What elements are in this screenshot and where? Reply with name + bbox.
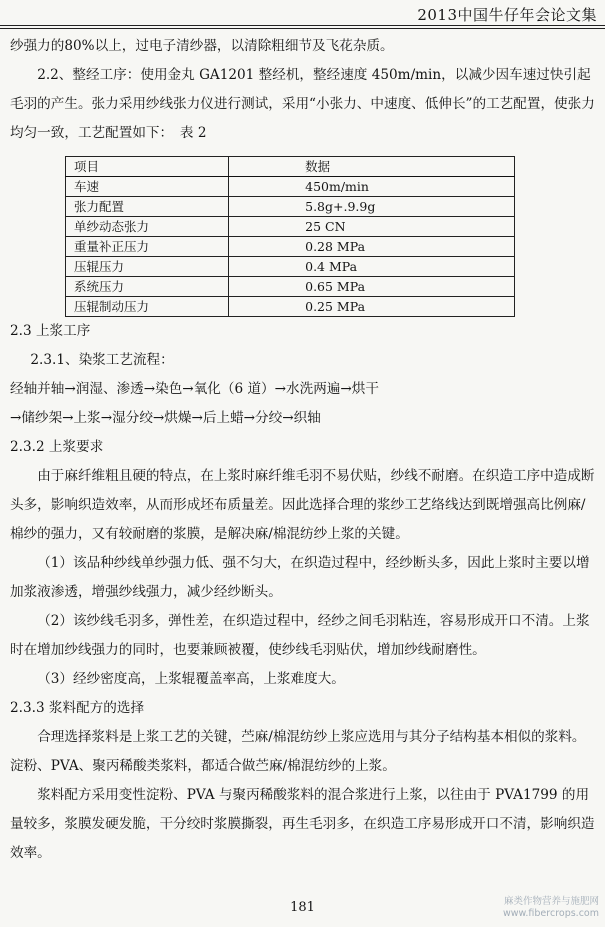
list-item: （1）该品种纱线单纱强力低、强不匀大，在织造过程中，经纱断头多，因此上浆时主要以增加浆液渗透，增强纱线强力，减少经纱断头。 xyxy=(10,555,590,600)
section-heading: 2.3 上浆工序 xyxy=(10,323,91,339)
process-flow-line: 经轴并轴→润湿、渗透→染色→氧化（6 道）→水洗两遍→烘干 xyxy=(10,381,379,397)
page-number: 181 xyxy=(290,900,315,915)
paragraph: 浆料配方采用变性淀粉、PVA 与聚丙稀酸浆料的混合浆进行上浆，以往由于 PVA1799 的用量较多，浆膜发硬发脆，干分绞时浆膜撕裂，再生毛羽多，在织造工序易形成开口不清，影响织造效率。 xyxy=(10,787,595,861)
running-header-title: 2013中国牛仔年会论文集 xyxy=(417,6,597,24)
table-cell: 0.4 MPa xyxy=(229,257,515,277)
subsection-heading: 2.3.1、染浆工艺流程： xyxy=(30,352,174,368)
table-header-cell: 数据 xyxy=(229,157,515,177)
table-header-row xyxy=(66,157,515,177)
table-row xyxy=(66,177,515,197)
table-cell: 张力配置 xyxy=(66,197,229,217)
table-row xyxy=(66,297,515,317)
table-cell: 0.65 MPa xyxy=(229,277,515,297)
table-cell: 450m/min xyxy=(229,177,515,197)
list-item: （3）经纱密度高，上浆辊覆盖率高，上浆难度大。 xyxy=(37,671,345,687)
table-row xyxy=(66,197,515,217)
table-row xyxy=(66,217,515,237)
table-cell: 车速 xyxy=(66,177,229,197)
table-cell: 单纱动态张力 xyxy=(66,217,229,237)
watermark-text: 麻类作物营养与施肥网 xyxy=(503,896,599,907)
table-row xyxy=(66,257,515,277)
paragraph-continued: 纱强力的80%以上，过电子清纱器，以清除粗细节及飞花杂质。 xyxy=(10,38,394,54)
table-row xyxy=(66,277,515,297)
page-body xyxy=(10,32,595,868)
table-cell: 压辊压力 xyxy=(66,257,229,277)
watermark-url: www.fibercrops.com xyxy=(502,908,599,919)
table-cell: 0.25 MPa xyxy=(229,297,515,317)
header-rule-thin xyxy=(0,28,605,29)
paragraph: 由于麻纤维粗且硬的特点，在上浆时麻纤维毛羽不易伏贴，纱线不耐磨。在织造工序中造成断头多，影响织造效率，从而形成坯布质量差。因此选择合理的浆纱工艺络线达到既增强高比例麻/棉纱的强力，又有较耐磨的浆膜，是解决麻/棉混纺纱上浆的关键。 xyxy=(10,468,595,542)
table-cell: 重量补正压力 xyxy=(66,237,229,257)
process-flow-line: →储纱架→上浆→湿分绞→烘燥→后上蜡→分绞→织轴 xyxy=(10,410,321,426)
subsection-heading: 2.3.2 上浆要求 xyxy=(10,439,104,455)
list-item: （2）该纱线毛羽多，弹性差，在织造过程中，经纱之间毛羽粘连，容易形成开口不清。上浆时在增加纱线强力的同时，也要兼顾被覆，使纱线毛羽贴伏，增加纱线耐磨性。 xyxy=(10,613,590,658)
table-header-cell: 项目 xyxy=(66,157,229,177)
header-rule xyxy=(0,25,605,26)
process-parameters-table xyxy=(65,156,515,317)
table-cell: 25 CN xyxy=(229,217,515,237)
table-cell: 0.28 MPa xyxy=(229,237,515,257)
table-row xyxy=(66,237,515,257)
table-cell: 5.8g+.9.9g xyxy=(229,197,515,217)
paragraph-warping: 2.2、整经工序：使用金丸 GA1201 整经机，整经速度 450m/min，以减少因车速过快引起毛羽的产生。张力采用纱线张力仪进行测试，采用“小张力、中速度、低伸长”的工艺配置，使张力均匀一致，工艺配置如下： 表 2 xyxy=(10,67,595,141)
paragraph: 合理选择浆料是上浆工艺的关键，苎麻/棉混纺纱上浆应选用与其分子结构基本相似的浆料。淀粉、PVA、聚丙稀酸类浆料，都适合做苎麻/棉混纺纱的上浆。 xyxy=(10,729,586,774)
site-watermark xyxy=(503,896,599,920)
subsection-heading: 2.3.3 浆料配方的选择 xyxy=(10,700,145,716)
table-cell: 压辊制动压力 xyxy=(66,297,229,317)
table-cell: 系统压力 xyxy=(66,277,229,297)
